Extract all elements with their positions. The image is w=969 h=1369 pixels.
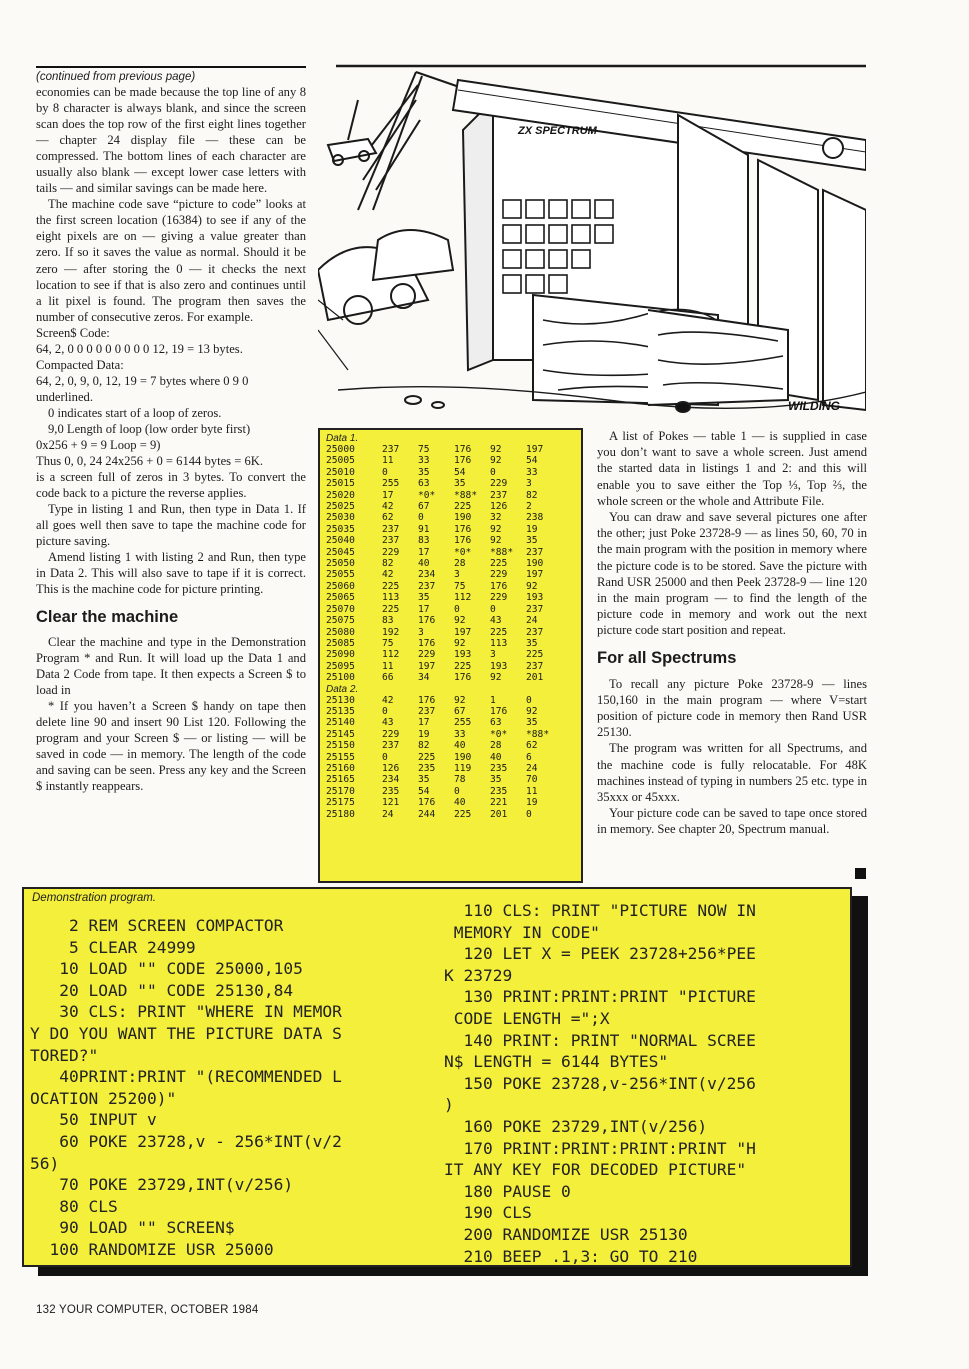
screen-line: 64, 2, 0 0 0 0 0 0 0 0 0 12, 19 = 13 bytes. xyxy=(36,341,243,356)
data1-rows xyxy=(326,444,577,684)
table-row xyxy=(326,501,577,512)
program-code-left xyxy=(30,915,342,1261)
value-cell: 225 xyxy=(382,603,400,615)
code-line: 200 RANDOMIZE USR 25130 xyxy=(444,1224,688,1244)
len-line: 9,0 Length of loop (low order byte first) xyxy=(48,421,251,436)
table-row xyxy=(326,569,577,580)
code-line: 70 POKE 23729,INT(v/256) xyxy=(30,1175,294,1195)
table-row xyxy=(326,627,577,638)
code-line: Y DO YOU WANT THE PICTURE DATA S xyxy=(30,1023,342,1043)
value-cell: 42 xyxy=(382,569,394,581)
data-listing-table xyxy=(318,428,583,883)
value-cell: 3 xyxy=(490,649,496,661)
value-cell: 237 xyxy=(526,660,544,672)
zx-spectrum-label: ZX SPECTRUM xyxy=(518,125,597,137)
value-cell: 201 xyxy=(526,672,544,684)
value-cell: 225 xyxy=(454,501,472,513)
value-cell: 19 xyxy=(418,728,430,740)
paragraph: Your picture code can be saved to tape once stored in memory. See chapter 20, Spectrum manual. xyxy=(597,806,867,837)
value-cell: 176 xyxy=(490,580,508,592)
paragraph: The machine code save “picture to code” looks at the first screen location (16384) to see if any of the eight pixels are on — giving a value greater than zero. If so it saves the value as normal. Should it be zero — after storing the 0 — it checks the next location to see if that is also zero and continues until a lit pixel is found. The program then saves the number of consecutive zeros. For example. xyxy=(36,197,306,324)
value-cell: 92 xyxy=(490,444,502,455)
table-row xyxy=(326,672,577,683)
table-row xyxy=(326,512,577,523)
value-cell: 234 xyxy=(382,774,400,786)
value-cell: *88* xyxy=(454,489,478,501)
value-cell: 92 xyxy=(526,705,538,717)
value-cell: 0 xyxy=(526,808,532,820)
value-cell: 67 xyxy=(454,705,466,717)
value-cell: 92 xyxy=(454,694,466,706)
code-line: 5 CLEAR 24999 xyxy=(30,937,196,957)
top-rule xyxy=(36,66,306,68)
value-cell: 229 xyxy=(490,569,508,581)
address-cell: 25060 xyxy=(326,580,355,592)
value-cell: 119 xyxy=(454,762,472,774)
value-cell: 235 xyxy=(418,762,436,774)
value-cell: 221 xyxy=(490,797,508,809)
table-row xyxy=(326,581,577,592)
value-cell: 176 xyxy=(454,444,472,455)
address-cell: 25175 xyxy=(326,797,355,809)
address-cell: 25155 xyxy=(326,751,355,763)
value-cell: 92 xyxy=(454,637,466,649)
value-cell: 43 xyxy=(490,615,502,627)
value-cell: 201 xyxy=(490,808,508,820)
address-cell: 25025 xyxy=(326,501,355,513)
value-cell: 17 xyxy=(382,489,394,501)
value-cell: 176 xyxy=(490,705,508,717)
value-cell: 40 xyxy=(454,740,466,752)
value-cell: 237 xyxy=(490,489,508,501)
table-row xyxy=(326,490,577,501)
code-line: 160 POKE 23729,INT(v/256) xyxy=(444,1116,708,1136)
code-line: 190 CLS xyxy=(444,1203,532,1223)
code-line: ) xyxy=(444,1095,454,1115)
value-cell: 238 xyxy=(526,512,544,524)
address-cell: 25040 xyxy=(326,535,355,547)
value-cell: 35 xyxy=(526,637,538,649)
value-cell: 17 xyxy=(418,603,430,615)
table-row xyxy=(326,467,577,478)
value-cell: 193 xyxy=(454,649,472,661)
address-cell: 25170 xyxy=(326,785,355,797)
paragraph: The program was written for all Spectrums, and the machine code is fully relocatable. For 48K machines instead of typing in numbers 25 etc. type in 35xxx or 45xxx. xyxy=(597,741,867,805)
program-label: Demonstration program. xyxy=(32,892,156,904)
value-cell: 0 xyxy=(454,603,460,615)
value-cell: 82 xyxy=(418,740,430,752)
cartoon-illustration xyxy=(318,60,866,420)
value-cell: 126 xyxy=(382,762,400,774)
value-cell: 62 xyxy=(526,740,538,752)
table-row xyxy=(326,444,577,455)
code-line: CODE LENGTH =";X xyxy=(444,1008,610,1028)
code-line: 120 LET X = PEEK 23728+256*PEE xyxy=(444,944,756,964)
calc-line: 0x256 + 9 = 9 Loop = 9) xyxy=(36,438,161,453)
value-cell: 34 xyxy=(418,672,430,684)
section-heading: For all Spectrums xyxy=(597,648,737,667)
value-cell: 40 xyxy=(418,558,430,570)
code-line: 170 PRINT:PRINT:PRINT:PRINT "H xyxy=(444,1138,756,1158)
address-cell: 25005 xyxy=(326,455,355,467)
table-row xyxy=(326,774,577,785)
compacted-line: 64, 2, 0, 9, 0, 12, 19 = 7 bytes where 0 9 0 xyxy=(36,373,249,388)
value-cell: 92 xyxy=(526,580,538,592)
value-cell: 197 xyxy=(526,444,544,455)
value-cell: 190 xyxy=(526,558,544,570)
value-cell: 92 xyxy=(490,455,502,467)
table-row xyxy=(326,797,577,808)
table-row xyxy=(326,478,577,489)
address-cell: 25080 xyxy=(326,626,355,638)
address-cell: 25090 xyxy=(326,649,355,661)
value-cell: 0 xyxy=(382,751,388,763)
code-line: 150 POKE 23728,v-256*INT(v/256 xyxy=(444,1073,756,1093)
value-cell: 54 xyxy=(418,785,430,797)
value-cell: 92 xyxy=(454,615,466,627)
compacted-label: Compacted Data: xyxy=(36,357,124,372)
code-line: K 23729 xyxy=(444,965,513,985)
value-cell: 237 xyxy=(526,603,544,615)
paragraph: You can draw and save several pictures one after the other; just Poke 23728-9 — as lines 50, 60, 70 in the main program with the position in memory where the picture code is to be stored. Save the picture with Rand USR 25000 and then Peek 23728-9 — line 120 in the main program — to find the length of the picture code in memory and work out the next picture code start position and repeat. xyxy=(597,510,867,638)
value-cell: 121 xyxy=(382,797,400,809)
code-line: 210 BEEP .1,3: GO TO 210 xyxy=(444,1246,698,1266)
value-cell: 24 xyxy=(382,808,394,820)
table-row xyxy=(326,558,577,569)
value-cell: 19 xyxy=(526,797,538,809)
paragraph: To recall any picture Poke 23728-9 — lines 150,160 in the main program — where V=start position of picture code in memory then Rand USR 25130. xyxy=(597,676,867,740)
value-cell: 19 xyxy=(526,523,538,535)
value-cell: 32 xyxy=(490,512,502,524)
code-line: IT ANY KEY FOR DECODED PICTURE" xyxy=(444,1160,747,1180)
table-row xyxy=(326,615,577,626)
table-row xyxy=(326,661,577,672)
value-cell: 255 xyxy=(454,717,472,729)
value-cell: 229 xyxy=(418,649,436,661)
value-cell: 229 xyxy=(382,728,400,740)
value-cell: 17 xyxy=(418,717,430,729)
code-line: TORED?" xyxy=(30,1045,99,1065)
value-cell: 35 xyxy=(418,466,430,478)
page-footer: 132 YOUR COMPUTER, OCTOBER 1984 xyxy=(36,1304,259,1316)
value-cell: 176 xyxy=(418,615,436,627)
value-cell: 229 xyxy=(490,478,508,490)
value-cell: 11 xyxy=(382,455,394,467)
code-line: 60 POKE 23728,v - 256*INT(v/2 xyxy=(30,1131,342,1151)
value-cell: *88* xyxy=(526,728,550,740)
table-row xyxy=(326,752,577,763)
value-cell: 193 xyxy=(490,660,508,672)
value-cell: 244 xyxy=(418,808,436,820)
value-cell: *0* xyxy=(454,546,472,558)
value-cell: 33 xyxy=(418,455,430,467)
code-line: 100 RANDOMIZE USR 25000 xyxy=(30,1239,274,1259)
code-line: 10 LOAD "" CODE 25000,105 xyxy=(30,959,303,979)
value-cell: 35 xyxy=(490,774,502,786)
value-cell: 235 xyxy=(490,762,508,774)
value-cell: 193 xyxy=(526,592,544,604)
value-cell: 75 xyxy=(382,637,394,649)
value-cell: 35 xyxy=(526,717,538,729)
code-line: 50 INPUT v xyxy=(30,1110,157,1130)
value-cell: *0* xyxy=(490,728,508,740)
value-cell: 225 xyxy=(526,649,544,661)
value-cell: 75 xyxy=(418,444,430,455)
value-cell: 176 xyxy=(418,694,436,706)
value-cell: 197 xyxy=(418,660,436,672)
table-row xyxy=(326,604,577,615)
value-cell: 0 xyxy=(526,694,532,706)
code-line: 40PRINT:PRINT "(RECOMMENDED L xyxy=(30,1067,342,1087)
address-cell: 25165 xyxy=(326,774,355,786)
paragraph: Type in listing 1 and Run, then type in Data 1. If all goes well then save to tape the machine code for picture saving. xyxy=(36,502,306,549)
value-cell: 237 xyxy=(382,535,400,547)
address-cell: 25095 xyxy=(326,660,355,672)
address-cell: 25145 xyxy=(326,728,355,740)
value-cell: 229 xyxy=(490,592,508,604)
table-row xyxy=(326,649,577,660)
value-cell: 42 xyxy=(382,694,394,706)
value-cell: 33 xyxy=(454,728,466,740)
value-cell: 229 xyxy=(382,546,400,558)
screen-label: Screen$ Code: xyxy=(36,325,110,340)
value-cell: 70 xyxy=(526,774,538,786)
address-cell: 25045 xyxy=(326,546,355,558)
value-cell: 237 xyxy=(418,705,436,717)
address-cell: 25070 xyxy=(326,603,355,615)
table-row xyxy=(326,809,577,820)
value-cell: *0* xyxy=(418,489,436,501)
artist-signature: WILDING xyxy=(788,399,840,413)
address-cell: 25020 xyxy=(326,489,355,501)
value-cell: 192 xyxy=(382,626,400,638)
table-row xyxy=(326,706,577,717)
program-listing-box xyxy=(22,887,852,1267)
value-cell: 235 xyxy=(382,785,400,797)
code-line: 110 CLS: PRINT "PICTURE NOW IN xyxy=(444,901,756,920)
table-row xyxy=(326,695,577,706)
table-row xyxy=(326,547,577,558)
code-line: 56) xyxy=(30,1153,60,1173)
value-cell: 234 xyxy=(418,569,436,581)
value-cell: 237 xyxy=(526,626,544,638)
value-cell: 1 xyxy=(490,694,496,706)
paragraph: Clear the machine and type in the Demonstration Program * and Run. It will load up the Data 1 and Data 2 Code from tape. It then expects a Screen $ to load in xyxy=(36,634,306,697)
code-line: OCATION 25200)" xyxy=(30,1088,177,1108)
value-cell: 0 xyxy=(382,466,388,478)
value-cell: 112 xyxy=(382,649,400,661)
value-cell: 83 xyxy=(418,535,430,547)
value-cell: 28 xyxy=(454,558,466,570)
code-line: 20 LOAD "" CODE 25130,84 xyxy=(30,980,294,1000)
continued-note: (continued from previous page) xyxy=(36,71,196,83)
paragraph: Amend listing 1 with listing 2 and Run, then type in Data 2. This will also save to tape if it is correct. This is the machine code for picture printing. xyxy=(36,550,306,597)
paragraph: economies can be made because the top line of any 8 by 8 character is always blank, and since the screen scan does the top row of the first eight lines together — chapter 24 display file — these can be compressed. The bottom lines of each character are usually also blank — except lower case letters with tails — and similar savings can be made here. xyxy=(36,85,306,196)
address-cell: 25150 xyxy=(326,740,355,752)
value-cell: 92 xyxy=(490,672,502,684)
value-cell: 237 xyxy=(382,523,400,535)
value-cell: *88* xyxy=(490,546,514,558)
value-cell: 225 xyxy=(454,808,472,820)
address-cell: 25085 xyxy=(326,637,355,649)
value-cell: 237 xyxy=(382,444,400,455)
value-cell: 237 xyxy=(526,546,544,558)
value-cell: 40 xyxy=(490,751,502,763)
value-cell: 40 xyxy=(454,797,466,809)
value-cell: 225 xyxy=(490,558,508,570)
address-cell: 25010 xyxy=(326,466,355,478)
data1-label: Data 1. xyxy=(326,433,359,444)
value-cell: 3 xyxy=(418,626,424,638)
value-cell: 11 xyxy=(382,660,394,672)
table-row xyxy=(326,729,577,740)
table-row xyxy=(326,717,577,728)
value-cell: 0 xyxy=(418,512,424,524)
data2-rows xyxy=(326,695,577,820)
address-cell: 25030 xyxy=(326,512,355,524)
value-cell: 92 xyxy=(490,523,502,535)
value-cell: 0 xyxy=(490,603,496,615)
table-row xyxy=(326,535,577,546)
address-cell: 25055 xyxy=(326,569,355,581)
code-line: 30 CLS: PRINT "WHERE IN MEMOR xyxy=(30,1002,342,1022)
value-cell: 237 xyxy=(418,580,436,592)
value-cell: 225 xyxy=(490,626,508,638)
value-cell: 176 xyxy=(454,523,472,535)
value-cell: 235 xyxy=(490,785,508,797)
value-cell: 91 xyxy=(418,523,430,535)
value-cell: 6 xyxy=(526,751,532,763)
end-of-article-square xyxy=(855,868,866,879)
underlined-line: underlined. xyxy=(36,389,94,404)
value-cell: 255 xyxy=(382,478,400,490)
value-cell: 0 xyxy=(490,466,496,478)
value-cell: 82 xyxy=(382,558,394,570)
address-cell: 25100 xyxy=(326,672,355,684)
value-cell: 67 xyxy=(418,501,430,513)
table-row xyxy=(326,740,577,751)
value-cell: 11 xyxy=(526,785,538,797)
value-cell: 28 xyxy=(490,740,502,752)
table-row xyxy=(326,592,577,603)
value-cell: 35 xyxy=(454,478,466,490)
value-cell: 176 xyxy=(418,637,436,649)
value-cell: 62 xyxy=(382,512,394,524)
value-cell: 92 xyxy=(490,535,502,547)
value-cell: 113 xyxy=(490,637,508,649)
code-line: 90 LOAD "" SCREEN$ xyxy=(30,1218,235,1238)
section-heading: Clear the machine xyxy=(36,607,179,626)
right-column xyxy=(597,428,867,838)
address-cell: 25000 xyxy=(326,444,355,455)
address-cell: 25135 xyxy=(326,705,355,717)
value-cell: 3 xyxy=(454,569,460,581)
paragraph: A list of Pokes — table 1 — is supplied in case you don’t want to save a whole screen. Just amend the started data in listings 1 and 2: and this will enable you to save either the Top ⅓, Top ⅔, the whole screen or the whole and Attribute File. xyxy=(597,429,867,508)
value-cell: 225 xyxy=(418,751,436,763)
code-line: 2 REM SCREEN COMPACTOR xyxy=(30,916,284,935)
value-cell: 3 xyxy=(526,478,532,490)
value-cell: 126 xyxy=(490,501,508,513)
value-cell: 78 xyxy=(454,774,466,786)
address-cell: 25130 xyxy=(326,694,355,706)
code-line: MEMORY IN CODE" xyxy=(444,922,600,942)
value-cell: 35 xyxy=(526,535,538,547)
value-cell: 24 xyxy=(526,615,538,627)
value-cell: 66 xyxy=(382,672,394,684)
value-cell: 225 xyxy=(382,580,400,592)
value-cell: 0 xyxy=(454,785,460,797)
program-code-right xyxy=(444,900,756,1267)
table-row xyxy=(326,524,577,535)
address-cell: 25075 xyxy=(326,615,355,627)
value-cell: 83 xyxy=(382,615,394,627)
value-cell: 82 xyxy=(526,489,538,501)
value-cell: 176 xyxy=(454,455,472,467)
code-line: 140 PRINT: PRINT "NORMAL SCREE xyxy=(444,1030,756,1050)
value-cell: 43 xyxy=(382,717,394,729)
table-row xyxy=(326,763,577,774)
value-cell: 42 xyxy=(382,501,394,513)
code-line: 80 CLS xyxy=(30,1196,118,1216)
address-cell: 25140 xyxy=(326,717,355,729)
value-cell: 176 xyxy=(454,672,472,684)
value-cell: 54 xyxy=(526,455,538,467)
value-cell: 197 xyxy=(526,569,544,581)
value-cell: 35 xyxy=(418,774,430,786)
code-line: N$ LENGTH = 6144 BYTES" xyxy=(444,1052,669,1072)
value-cell: 225 xyxy=(454,660,472,672)
value-cell: 2 xyxy=(526,501,532,513)
value-cell: 33 xyxy=(526,466,538,478)
value-cell: 17 xyxy=(418,546,430,558)
value-cell: 24 xyxy=(526,762,538,774)
value-cell: 190 xyxy=(454,512,472,524)
address-cell: 25065 xyxy=(326,592,355,604)
value-cell: 63 xyxy=(418,478,430,490)
thus-line: Thus 0, 0, 24 24x256 + 0 = 6144 bytes = 6K. xyxy=(36,454,264,469)
value-cell: 0 xyxy=(382,705,388,717)
value-cell: 176 xyxy=(418,797,436,809)
value-cell: 54 xyxy=(454,466,466,478)
value-cell: 112 xyxy=(454,592,472,604)
address-cell: 25015 xyxy=(326,478,355,490)
address-cell: 25180 xyxy=(326,808,355,820)
table-row xyxy=(326,638,577,649)
code-line: 180 PAUSE 0 xyxy=(444,1181,571,1201)
data2-label: Data 2. xyxy=(326,683,359,695)
value-cell: 197 xyxy=(454,626,472,638)
value-cell: 237 xyxy=(382,740,400,752)
value-cell: 113 xyxy=(382,592,400,604)
value-cell: 63 xyxy=(490,717,502,729)
paragraph: is a screen full of zeros in 3 bytes. To convert the code back to a picture the reverse applies. xyxy=(36,470,306,501)
value-cell: 35 xyxy=(418,592,430,604)
zero-line: 0 indicates start of a loop of zeros. xyxy=(48,405,222,420)
paragraph: * If you haven’t a Screen $ handy on tape then delete line 90 and insert 90 List 120. Following the program and your Screen $ — or listing — will be saved in code — in memory. The length of the code and saving can be seen. Press any key and the Screen $ instantly reappears. xyxy=(36,698,306,793)
code-line: 130 PRINT:PRINT:PRINT "PICTURE xyxy=(444,987,756,1007)
value-cell: 75 xyxy=(454,580,466,592)
left-column xyxy=(36,70,306,794)
address-cell: 25160 xyxy=(326,762,355,774)
value-cell: 190 xyxy=(454,751,472,763)
table-row xyxy=(326,455,577,466)
address-cell: 25035 xyxy=(326,523,355,535)
value-cell: 176 xyxy=(454,535,472,547)
table-row xyxy=(326,786,577,797)
address-cell: 25050 xyxy=(326,558,355,570)
